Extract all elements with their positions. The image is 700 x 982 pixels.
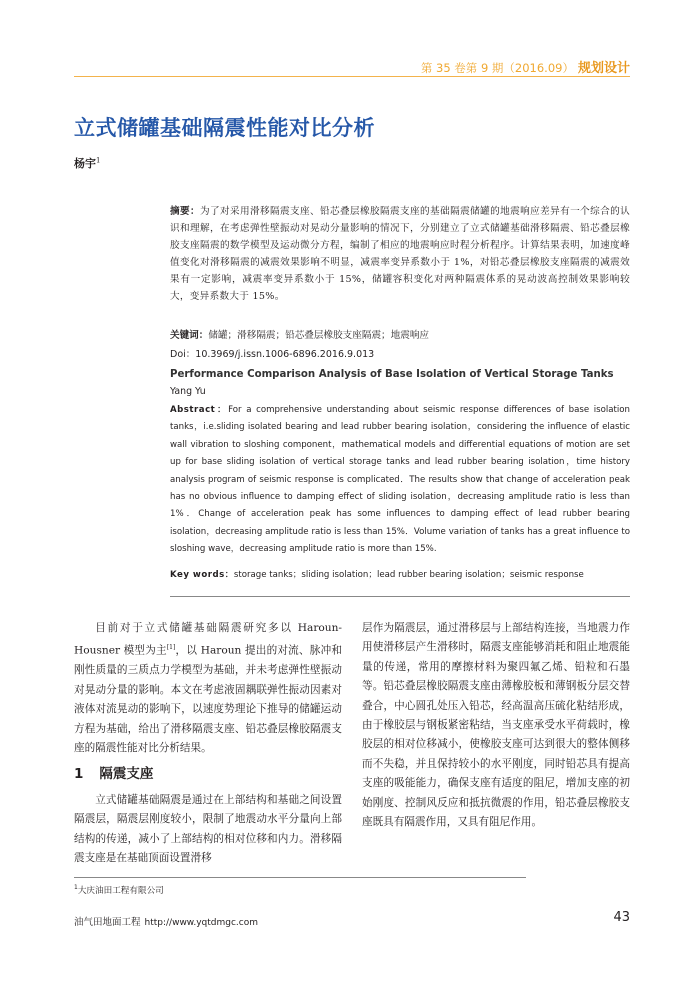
running-header (421, 57, 630, 76)
section-heading-1 (74, 765, 342, 784)
abstract-cn-text: 为了对采用滑移隔震支座、铅芯叠层橡胶隔震支座的基础隔震储罐的地震响应差异有一个综合的认识和理解，在考虑弹性壁振动对晃动分量影响的情况下，分别建立了立式储罐基础滑移隔震、铅芯叠层橡胶支座隔震的数学模型及运动微分方程，编制了相应的地震响应时程分析程序。计算结果表明，加速度峰值变化对滑移隔震的减震效果影响不明显，减震率变异系数小于 1%，对铅芯叠层橡胶支座隔震的减震效果有一定影响，减震率变异系数小于 15%，储罐容积变化对两种隔震体系的晃动波高控制效果影响较大，变异系数大于 15%。 (170, 206, 630, 303)
english-title: Performance Comparison Analysis of Base Isolation of Vertical Storage Tanks (170, 369, 614, 380)
author-name: 杨宇 (74, 157, 96, 170)
section-title: 隔震支座 (99, 766, 154, 783)
keywords-cn (170, 327, 630, 344)
author-affiliation-mark: 1 (96, 156, 101, 165)
footer-journal: 油气田地面工程 (74, 917, 141, 928)
section1-continuation: 层作为隔震层，通过滑移层与上部结构连接，当地震力作用使滑移层产生滑移时，隔震支座能够消耗和阻止地震能量的传递，常用的摩擦材料为聚四氟乙烯、铅粒和石墨等。铅芯叠层橡胶隔震支座由薄橡胶板和薄钢板分层交替叠合，中心圆孔处压入铅芯，经高温高压硫化粘结形成，由于橡胶层与钢板紧密粘结，当支座承受水平荷载时，橡胶层的相对位移减小，使橡胶支座可达到很大的整体侧移而不失稳，并且保持较小的水平刚度，同时铅芯具有提高支座的吸能能力，确保支座有适度的阻尼，增加支座的初始刚度、控制风反应和抵抗微震的作用，铅芯叠层橡胶支座既具有隔震作用，又具有阻尼作用。 (362, 622, 630, 829)
doi-value[interactable]: 10.3969/j.issn.1006-6896.2016.9.013 (195, 349, 375, 360)
keywords-cn-label: 关键词： (170, 330, 209, 341)
keywords-en-label: Key words： (170, 570, 234, 580)
footnote-text: 大庆油田工程有限公司 (77, 886, 164, 896)
section1-paragraph: 立式储罐基础隔震是通过在上部结构和基础之间设置隔震层，隔震层刚度较小，限制了地震动水平分量向上部结构的传递，减小了上部结构的相对位移和内力。滑移隔震支座是在基础顶面设置滑移 (74, 793, 342, 864)
intro-paragraph (74, 619, 342, 758)
page-number: 43 (613, 910, 630, 925)
author-line (74, 155, 100, 171)
abstract-cn (170, 203, 630, 306)
intro-text-b: ，以 Haroun 提出的对流、脉冲和刚性质量的三质点力学模型为基础，并未考虑弹性壁振动对晃动分量的影响。本文在考虑液固耦联弹性振动因素对液体对流晃动的影响下，以速度势理论下推导的储罐运动方程为基础，给出了滑移隔震支座、铅芯叠层橡胶隔震支座的隔震性能对比分析结果。 (74, 644, 342, 754)
abstract-en-text: For a comprehensive understanding about seismic response differences of base isolation tanks，i.e.sliding isolated bearing and lead rubber bearing isolation，considering the influence of elastic wall vibration to sloshing component，mathematical models and differential equations of motion are set up for base sliding isolation of vertical storage tanks and lead rubber bearing isolation，time history analysis program of seismic response is complicated．The results show that change of acceleration peak has no obvious influence to damping effect of sliding isolation，decreasing amplitude ratio is less than 1%．Change of acceleration peak has some influences to damping effect of lead rubber bearing isolation，decreasing amplitude ratio is less than 15%．Volume variation of tanks has a great influence to sloshing wave，decreasing amplitude ratio is more than 15%. (170, 405, 630, 555)
doi-line (170, 346, 630, 363)
section-number: 1 (74, 766, 84, 783)
body-column-left (74, 619, 342, 868)
page-footer (74, 914, 258, 928)
abstract-en (170, 402, 630, 559)
footnote-mark: 1 (74, 884, 78, 892)
citation-ref[interactable]: [1] (166, 644, 176, 652)
doi-label: Doi： (170, 349, 196, 360)
keywords-en (170, 567, 630, 584)
english-author: Yang Yu (170, 386, 206, 397)
intro-text-a: 目前对于立式储罐基础隔震研究多以 Haroun-Housner 模型为主 (74, 622, 342, 657)
header-rule (74, 76, 630, 77)
article-title: 立式储罐基础隔震性能对比分析 (74, 115, 375, 140)
keywords-cn-text: 储罐；滑移隔震；铅芯叠层橡胶支座隔震；地震响应 (208, 330, 430, 341)
abstract-en-label: Abstract： (170, 405, 229, 415)
footnote (74, 884, 164, 896)
issue-info: 第 35 卷第 9 期（2016.09） (420, 61, 574, 75)
abstract-cn-label: 摘要： (170, 206, 201, 217)
abstract-divider (170, 596, 630, 597)
section-name: 规划设计 (577, 61, 630, 76)
body-column-right (362, 619, 630, 832)
keywords-en-text: storage tanks；sliding isolation；lead rubber bearing isolation；seismic response (233, 570, 584, 580)
footer-url[interactable]: http://www.yqtdmgc.com (144, 918, 258, 928)
footnote-rule (74, 877, 526, 878)
